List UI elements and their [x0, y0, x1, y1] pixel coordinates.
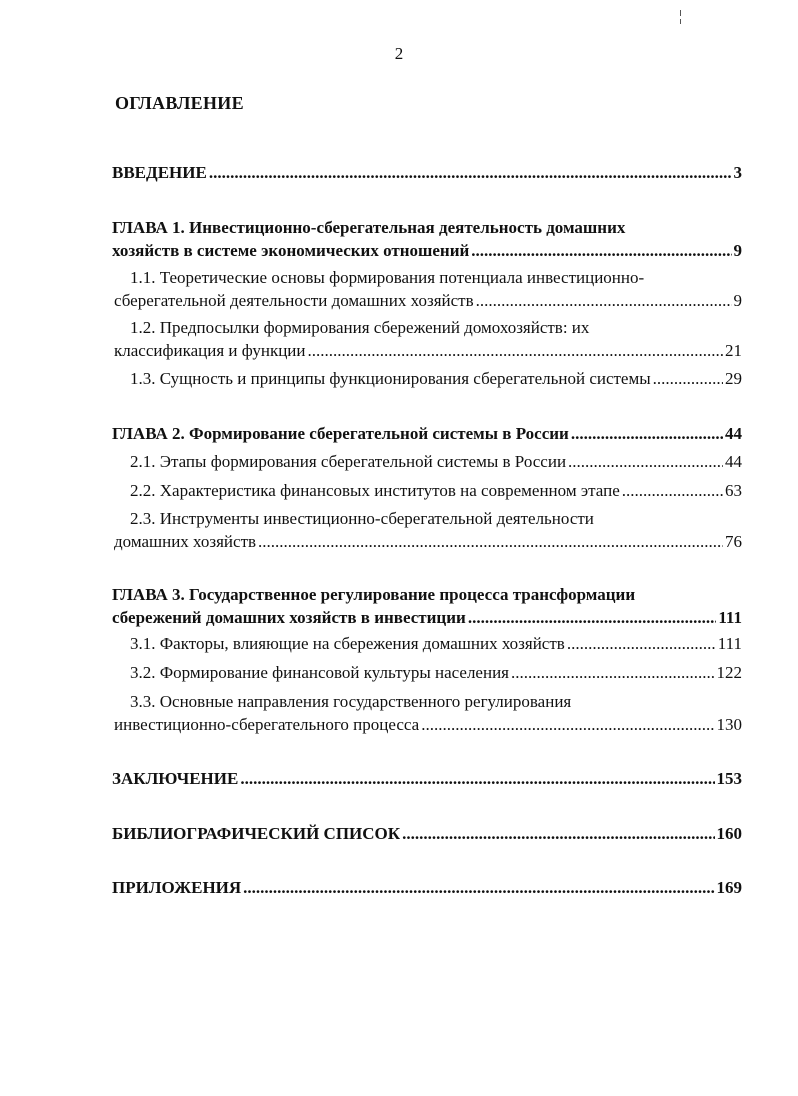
toc-page-number: 153 [716, 769, 742, 788]
toc-entry-title-cont: классификация и функции [114, 341, 306, 360]
toc-page-number: 160 [716, 824, 742, 843]
dot-leader [468, 606, 717, 629]
dot-leader [567, 632, 716, 655]
dot-leader [568, 450, 723, 473]
dot-leader [240, 767, 714, 790]
toc-entry-section-3-1[interactable] [114, 632, 742, 655]
toc-entry-chapter-1[interactable] [112, 216, 742, 262]
toc-entry-title: 1.2. Предпосылки формирования сбережений домохозяйств: их [130, 318, 590, 337]
toc-entry-title: ВВЕДЕНИЕ [112, 163, 207, 182]
toc-entry-title: ГЛАВА 1. Инвестиционно-сберегательная деятельность домашних [112, 218, 626, 237]
toc-page-number: 63 [725, 481, 742, 500]
toc-entry-title: ГЛАВА 2. Формирование сберегательной системы в России [112, 424, 569, 443]
toc-entry-title: 1.1. Теоретические основы формирования потенциала инвестиционно- [130, 268, 645, 287]
toc-title: ОГЛАВЛЕНИЕ [115, 93, 244, 113]
toc-entry-title-cont: хозяйств в системе экономических отношений [112, 241, 470, 260]
toc-entry-section-2-2[interactable] [114, 479, 742, 502]
toc-page-number: 9 [733, 241, 742, 260]
toc-page-number: 130 [716, 715, 742, 734]
toc-entry-title: БИБЛИОГРАФИЧЕСКИЙ СПИСОК [112, 824, 401, 843]
toc-entry-section-2-1[interactable] [114, 450, 742, 473]
toc-entry-section-1-3[interactable] [114, 367, 742, 390]
toc-entry-title-cont: домашних хозяйств [114, 532, 257, 551]
toc-entry-section-3-2[interactable] [114, 661, 742, 684]
toc-entry-title: 1.3. Сущность и принципы функционирования сберегательной системы [130, 369, 651, 388]
scan-mark [680, 19, 681, 24]
dot-leader [511, 661, 715, 684]
toc-entry-title: 2.3. Инструменты инвестиционно-сберегательной деятельности [130, 509, 594, 528]
toc-entry-section-1-1[interactable] [114, 266, 742, 312]
toc-entry-section-2-3[interactable] [114, 507, 742, 553]
toc-page-number: 29 [725, 369, 742, 388]
dot-leader [243, 876, 714, 899]
dot-leader [421, 713, 714, 736]
toc-page-number: 21 [725, 341, 742, 360]
dot-leader [308, 339, 724, 362]
toc-entry-introduction[interactable] [112, 161, 742, 184]
toc-entry-title: 3.3. Основные направления государственного регулирования [130, 692, 572, 711]
toc-entry-section-3-3[interactable] [114, 690, 742, 736]
toc-entry-title: ГЛАВА 3. Государственное регулирование процесса трансформации [112, 585, 636, 604]
toc-entry-title-cont: сберегательной деятельности домашних хозяйств [114, 291, 474, 310]
toc-page-number: 122 [716, 663, 742, 682]
dot-leader [571, 422, 723, 445]
toc-page-number: 9 [733, 291, 742, 310]
toc-entry-title: 3.2. Формирование финансовой культуры населения [130, 663, 509, 682]
toc-page-number: 111 [717, 634, 742, 653]
dot-leader [653, 367, 723, 390]
toc-page-number: 111 [718, 608, 742, 627]
toc-page-number: 76 [725, 532, 742, 551]
dot-leader [209, 161, 732, 184]
toc-page-number: 44 [725, 424, 742, 443]
toc-entry-section-1-2[interactable] [114, 316, 742, 362]
toc-entry-title: 2.1. Этапы формирования сберегательной системы в России [130, 452, 567, 471]
dot-leader [622, 479, 723, 502]
dot-leader [476, 289, 732, 312]
dot-leader [402, 822, 714, 845]
dot-leader [471, 239, 731, 262]
toc-entry-appendices[interactable] [112, 876, 742, 899]
toc-entry-title: ЗАКЛЮЧЕНИЕ [112, 769, 239, 788]
toc-entry-title: ПРИЛОЖЕНИЯ [112, 878, 242, 897]
page-number: 2 [394, 44, 404, 63]
toc-page-number: 169 [716, 878, 742, 897]
toc-entry-title: 2.2. Характеристика финансовых институтов на современном этапе [130, 481, 620, 500]
scan-mark [680, 10, 681, 16]
toc-entry-chapter-3[interactable] [112, 583, 742, 629]
toc-entry-title: 3.1. Факторы, влияющие на сбережения домашних хозяйств [130, 634, 565, 653]
toc-page-number: 44 [725, 452, 742, 471]
toc-entry-chapter-2[interactable] [112, 422, 742, 445]
toc-entry-title-cont: сбережений домашних хозяйств в инвестиции [112, 608, 466, 627]
toc-entry-title-cont: инвестиционно-сберегательного процесса [114, 715, 420, 734]
toc-entry-conclusion[interactable] [112, 767, 742, 790]
toc-page-number: 3 [733, 163, 742, 182]
toc-entry-bibliography[interactable] [112, 822, 742, 845]
dot-leader [258, 530, 723, 553]
